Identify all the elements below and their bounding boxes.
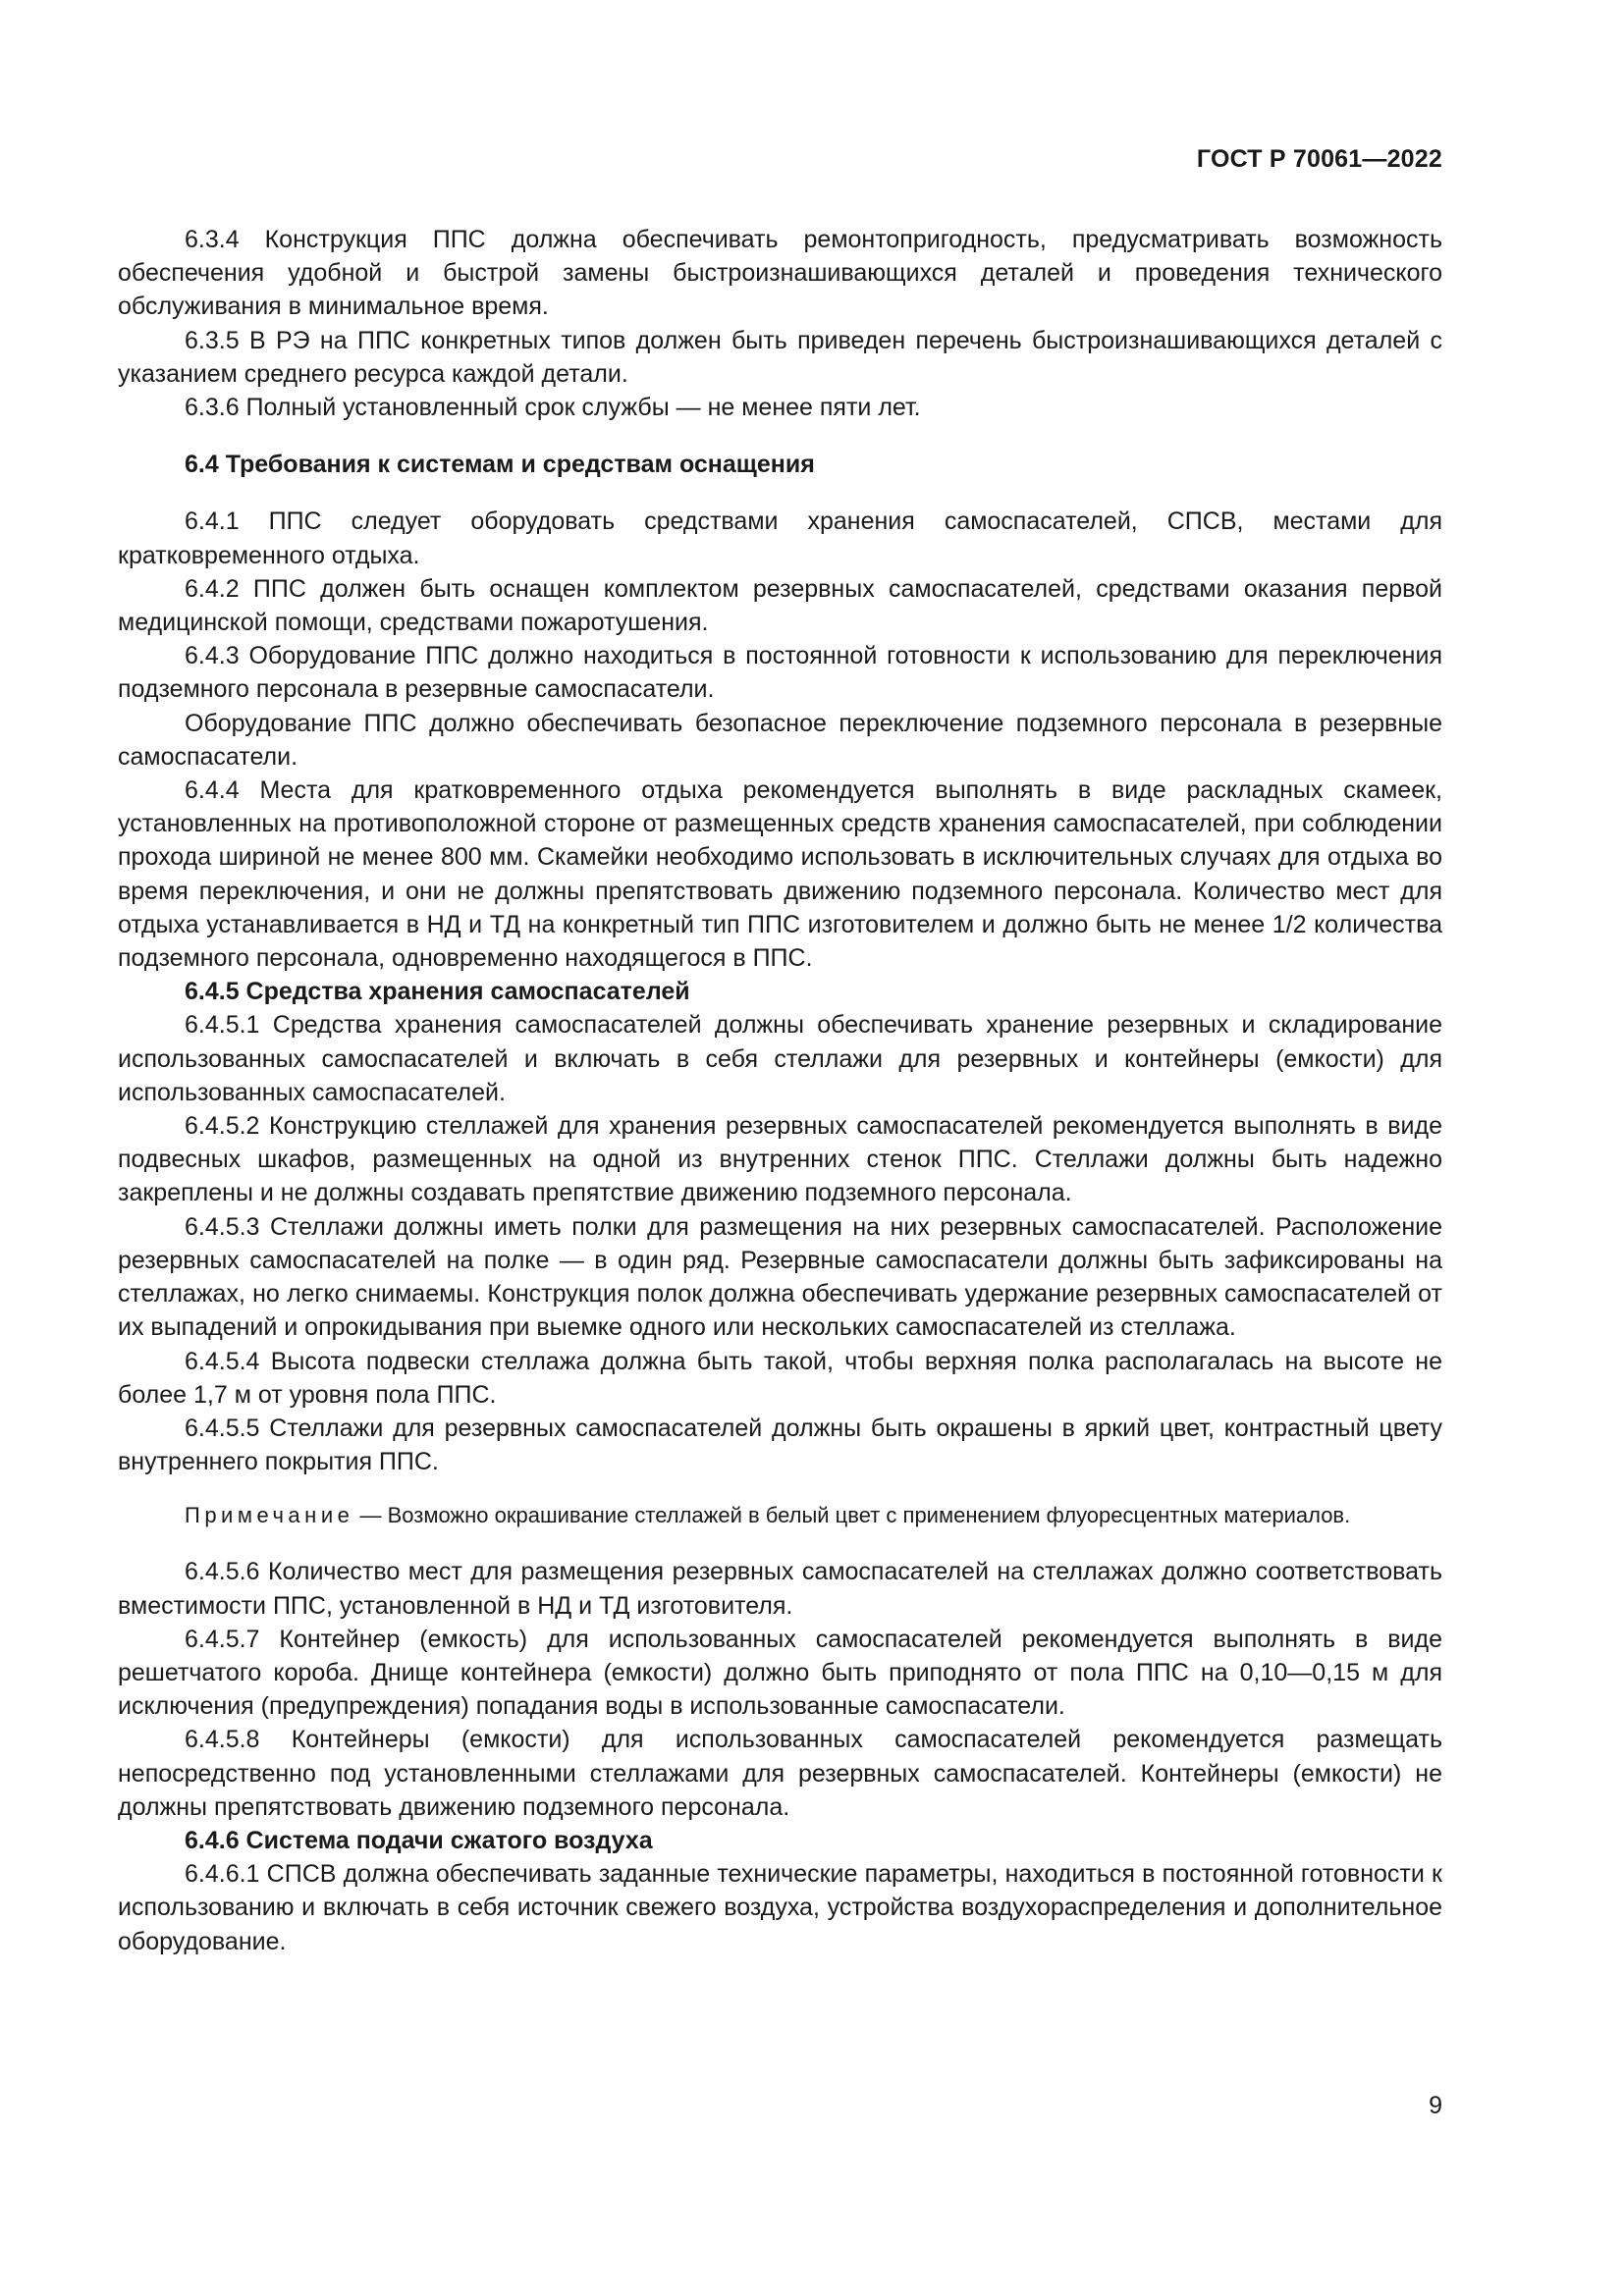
paragraph-6-4-5-6: 6.4.5.6 Количество мест для размещения резервных самоспасателей на стеллажах должно соответствовать вместимости ППС, установленной в НД и ТД изготовителя.	[118, 1558, 1442, 1620]
paragraph-6-4-6-1: 6.4.6.1 СПСВ должна обеспечивать заданные технические параметры, находиться в постоянной готовности к использованию и включать в себя источник свежего воздуха, устройства воздухораспределения и дополнительное оборудование.	[118, 1860, 1442, 1955]
document-body	[118, 223, 1442, 1958]
note-text: — Возможно окрашивание стеллажей в белый цвет с применением флуоресцентных материалов.	[353, 1503, 1351, 1528]
paragraph-6-4-5-7: 6.4.5.7 Контейнер (емкость) для использованных самоспасателей рекомендуется выполнять в виде решетчатого короба. Днище контейнера (емкости) должно быть приподнято от пола ППС на 0,10—0,15 м для исключения (предупреждения) попадания воды в использованные самоспасатели.	[118, 1625, 1442, 1721]
paragraph-6-4-2: 6.4.2 ППС должен быть оснащен комплектом резервных самоспасателей, средствами оказания первой медицинской помощи, средствами пожаротушения.	[118, 574, 1442, 637]
paragraph-6-3-6: 6.3.6 Полный установленный срок службы — не менее пяти лет.	[185, 394, 921, 422]
paragraph-6-4-5-2: 6.4.5.2 Конструкцию стеллажей для хранения резервных самоспасателей рекомендуется выполнять в виде подвесных шкафов, размещенных на одной из внутренних стенок ППС. Стеллажи должны быть надежно закреплены и не должны создавать препятствие движению подземного персонала.	[118, 1112, 1442, 1207]
paragraph-6-4-4: 6.4.4 Места для кратковременного отдыха рекомендуется выполнять в виде раскладных скамеек, установленных на противоположной стороне от размещенных средств хранения самоспасателей, при соблюдении прохода шириной не менее 800 мм. Скамейки необходимо использовать в исключительных случаях для отдыха во время переключения, и они не должны препятствовать движению подземного персонала. Количество мест для отдыха устанавливается в НД и ТД на конкретный тип ППС изготовителем и должно быть не менее 1/2 количества подземного персонала, одновременно находящегося в ППС.	[118, 776, 1442, 973]
subsection-heading-6-4-5: 6.4.5 Средства хранения самоспасателей	[185, 978, 690, 1006]
paragraph-6-3-4: 6.3.4 Конструкция ППС должна обеспечивать ремонтопригодность, предусматривать возможность обеспечения удобной и быстрой замены быстроизнашивающихся деталей и проведения технического обслуживания в минимальное время.	[118, 226, 1442, 321]
paragraph-6-4-3: 6.4.3 Оборудование ППС должно находиться в постоянной готовности к использованию для переключения подземного персонала в резервные самоспасатели.	[118, 642, 1442, 704]
paragraph-6-4-1: 6.4.1 ППС следует оборудовать средствами хранения самоспасателей, СПСВ, местами для кратковременного отдыха.	[118, 507, 1442, 569]
subsection-heading-6-4-6: 6.4.6 Система подачи сжатого воздуха	[185, 1826, 653, 1854]
paragraph-6-4-5-1: 6.4.5.1 Средства хранения самоспасателей должны обеспечивать хранение резервных и складирование использованных самоспасателей и включать в себя стеллажи для резервных и контейнеры (емкости) для использованных самоспасателей.	[118, 1011, 1442, 1106]
note-label: Примечание	[185, 1503, 354, 1528]
paragraph-6-4-3-continued: Оборудование ППС должно обеспечивать безопасное переключение подземного персонала в резервные самоспасатели.	[118, 709, 1442, 771]
section-heading-6-4: 6.4 Требования к системам и средствам оснащения	[185, 451, 815, 479]
paragraph-6-4-5-4: 6.4.5.4 Высота подвески стеллажа должна быть такой, чтобы верхняя полка располагалась на высоте не более 1,7 м от уровня пола ППС.	[118, 1347, 1442, 1409]
paragraph-6-4-5-3: 6.4.5.3 Стеллажи должны иметь полки для размещения на них резервных самоспасателей. Расположение резервных самоспасателей на полке — в один ряд. Резервные самоспасатели должны быть зафиксированы на стеллажах, но легко снимаемы. Конструкция полок должна обеспечивать удержание резервных самоспасателей от их выпадений и опрокидывания при выемке одного или нескольких самоспасателей из стеллажа.	[118, 1212, 1442, 1342]
note-block	[118, 1500, 1442, 1531]
page-number: 9	[1429, 2092, 1442, 2119]
paragraph-6-4-5-8: 6.4.5.8 Контейнеры (емкости) для использованных самоспасателей рекомендуется размещать непосредственно под установленными стеллажами для резервных самоспасателей. Контейнеры (емкости) не должны препятствовать движению подземного персонала.	[118, 1726, 1442, 1821]
paragraph-6-3-5: 6.3.5 В РЭ на ППС конкретных типов должен быть приведен перечень быстроизнашивающихся деталей с указанием среднего ресурса каждой детали.	[118, 326, 1442, 388]
paragraph-6-4-5-5: 6.4.5.5 Стеллажи для резервных самоспасателей должны быть окрашены в яркий цвет, контрастный цвету внутреннего покрытия ППС.	[118, 1414, 1442, 1476]
document-id-header: ГОСТ Р 70061—2022	[1196, 145, 1442, 173]
